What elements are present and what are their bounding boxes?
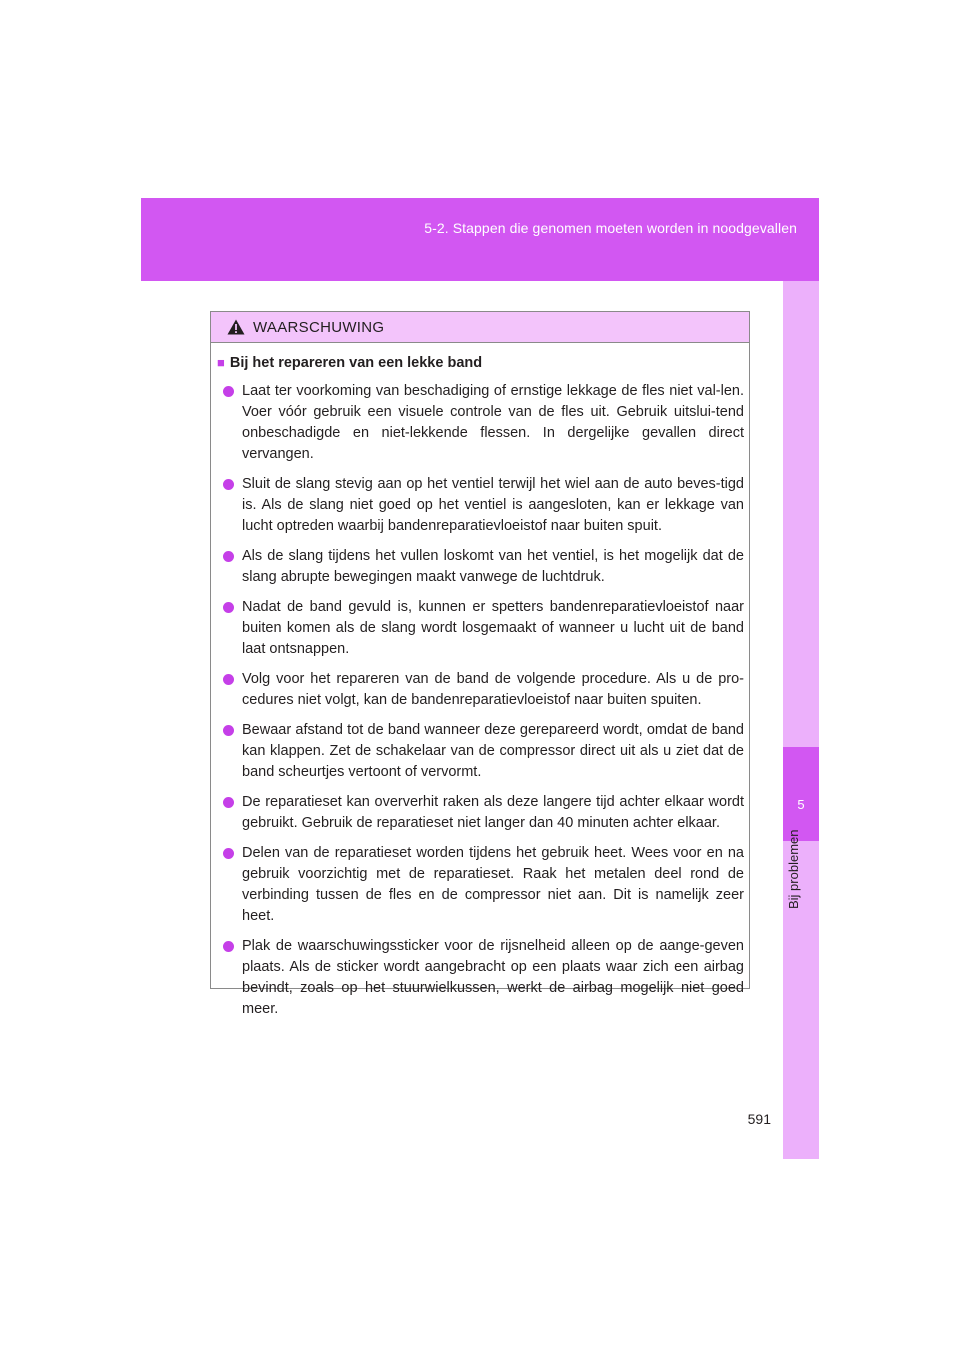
section-title [217, 355, 482, 371]
list-item: Volg voor het repareren van de band de volgende procedure. Als u de pro-cedures niet volgt, kan de bandenreparatievloeistof naar buiten spuiten. [223, 669, 744, 711]
section-title-text: Bij het repareren van een lekke band [229, 355, 483, 371]
header-band [141, 198, 819, 281]
chapter-tab[interactable] [783, 747, 819, 841]
warning-list [223, 381, 744, 1029]
warning-triangle-icon [227, 319, 245, 335]
list-item: Laat ter voorkoming van beschadiging of ernstige lekkage de fles niet val-len. Voer vóór gebruik een visuele controle van de fles uit. Gebruik uitslui-tend onbeschadigde en niet-lekkende flessen. In dergelijke gevallen direct vervangen. [223, 381, 744, 465]
bullet-icon [223, 848, 234, 859]
warning-box [210, 311, 750, 1017]
bullet-icon [223, 479, 234, 490]
list-item: Nadat de band gevuld is, kunnen er spetters bandenreparatievloeistof naar buiten komen als de slang wordt losgemaakt of wanneer u lucht uit de band laat ontsnappen. [223, 597, 744, 660]
bullet-icon [223, 797, 234, 808]
bullet-icon [223, 386, 234, 397]
list-item: Plak de waarschuwingssticker voor de rijsnelheid alleen op de aange-geven plaats. Als de sticker wordt aangebracht op een plaats waar zich een airbag bevindt, zoals op het stuurwielkussen, werkt de airbag mogelijk niet goed meer. [223, 936, 744, 1020]
bullet-icon [223, 551, 234, 562]
list-item: Delen van de reparatieset worden tijdens het gebruik heet. Wees voor en na gebruik voorzichtig met de reparatieset. Raak het metalen deel rond de verbinding tussen de fles en de compressor niet aan. Dit is namelijk zeer heet. [223, 843, 744, 927]
list-item: Bewaar afstand tot de band wanneer deze gerepareerd wordt, omdat de band kan klappen. Zet de schakelaar van de compressor direct uit als u ziet dat de band scheurtjes vertoont of vervormt. [223, 720, 744, 783]
page-number: 591 [747, 1111, 771, 1127]
square-bullet-icon: ■ [217, 355, 225, 370]
bullet-icon [223, 725, 234, 736]
list-item: Sluit de slang stevig aan op het ventiel terwijl het wiel aan de auto beves-tigd is. Als de slang niet goed op het ventiel is aangesloten, kan er lekkage van lucht optreden waarbij bandenreparatievloeistof naar buiten spuit. [223, 474, 744, 537]
list-item: Als de slang tijdens het vullen loskomt van het ventiel, is het mogelijk dat de slang abrupte bewegingen maakt vanwege de luchtdruk. [223, 546, 744, 588]
bullet-icon [223, 602, 234, 613]
list-item: De reparatieset kan oververhit raken als deze langere tijd achter elkaar wordt gebruikt. Gebruik de reparatieset niet langer dan 40 minuten achter elkaar. [223, 792, 744, 834]
chapter-number: 5 [797, 797, 805, 812]
warning-title: WAARSCHUWING [253, 318, 385, 336]
chapter-title: Bij problemen [786, 830, 801, 910]
breadcrumb: 5-2. Stappen die genomen moeten worden in noodgevallen [424, 220, 797, 236]
side-tab [783, 281, 819, 1159]
warning-header [211, 312, 749, 343]
bullet-icon [223, 941, 234, 952]
bullet-icon [223, 674, 234, 685]
